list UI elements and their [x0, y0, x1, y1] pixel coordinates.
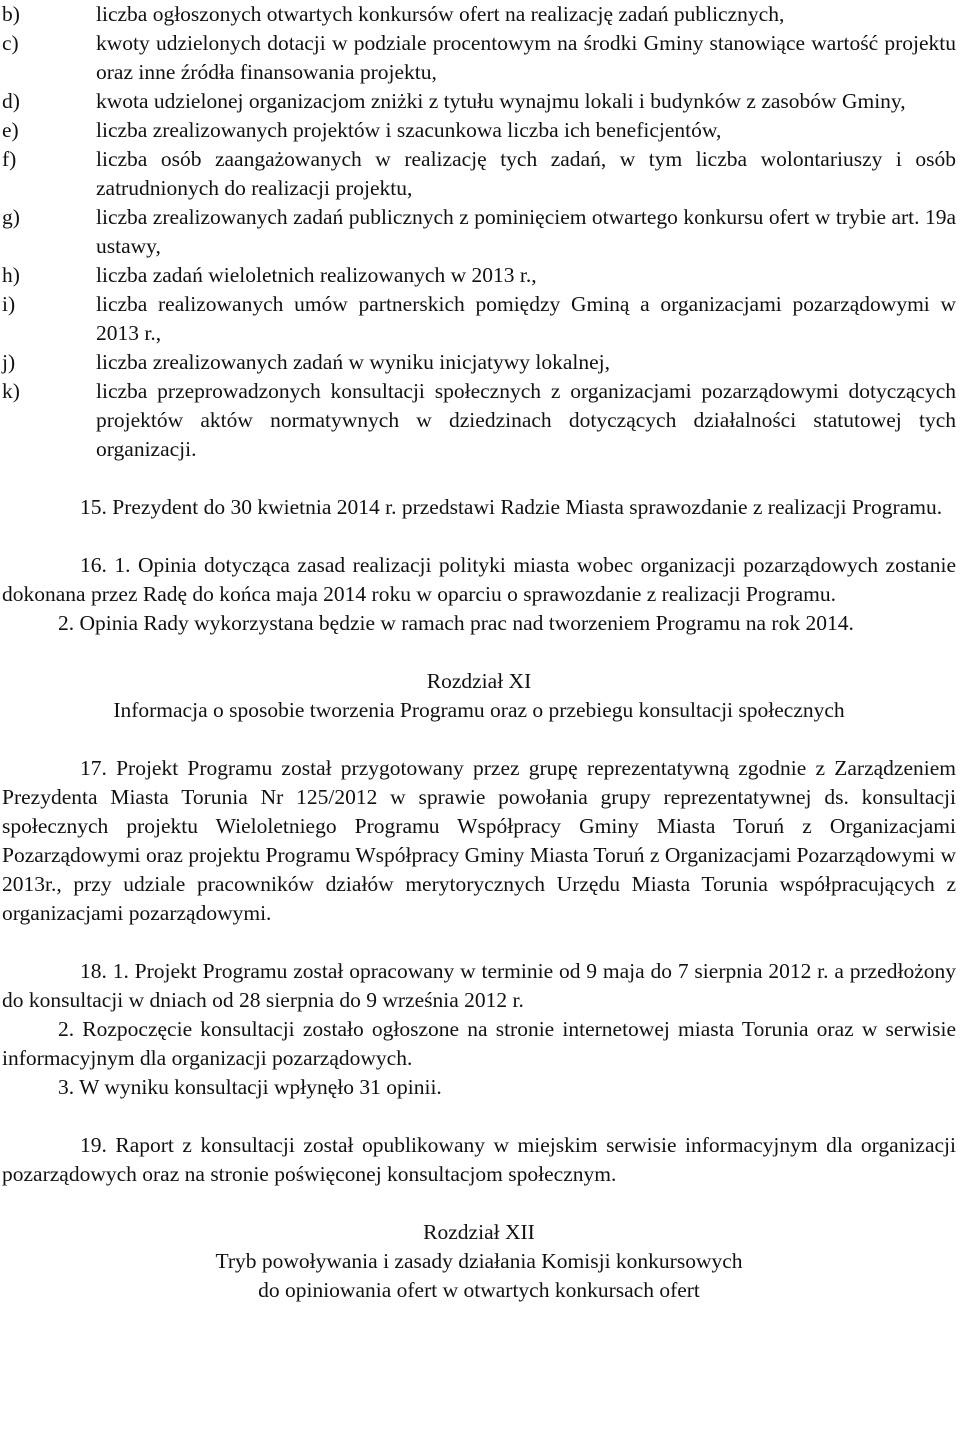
list-item: [2, 203, 956, 261]
spacer: [2, 522, 956, 551]
spacer: [2, 725, 956, 754]
list-marker: c): [2, 31, 19, 55]
paragraph-19: 19. Raport z konsultacji został opublikowany w miejskim serwisie informacyjnym dla organizacji pozarządowych oraz na stronie poświęconej konsultacjom społecznym.: [2, 1133, 956, 1186]
spacer: [2, 928, 956, 957]
list-item: [2, 290, 956, 348]
spacer: [2, 1189, 956, 1218]
list-item: [2, 87, 956, 116]
list-item-text: liczba zrealizowanych projektów i szacunkowa liczba ich beneficjentów,: [96, 118, 722, 142]
chapter-xii-title-line2: do opiniowania ofert w otwartych konkursach ofert: [258, 1278, 700, 1302]
list-item-text: kwota udzielonej organizacjom zniżki z tytułu wynajmu lokali i budynków z zasobów Gminy,: [96, 89, 906, 113]
list-marker: e): [2, 118, 19, 142]
list-item-text: liczba ogłoszonych otwartych konkursów ofert na realizację zadań publicznych,: [96, 2, 785, 26]
list-item-text: liczba zrealizowanych zadań w wyniku inicjatywy lokalnej,: [96, 350, 611, 374]
list-item: [2, 116, 956, 145]
paragraph-16-2: 2. Opinia Rady wykorzystana będzie w ramach prac nad tworzeniem Programu na rok 2014.: [58, 611, 854, 635]
paragraph-18-2: 2. Rozpoczęcie konsultacji zostało ogłoszone na stronie internetowej miasta Torunia oraz w serwisie informacyjnym dla organizacji pozarządowych.: [2, 1017, 956, 1070]
list-item-text: liczba realizowanych umów partnerskich pomiędzy Gminą a organizacjami pozarządowymi w 2013 r.,: [96, 292, 956, 345]
list-item: [2, 145, 956, 203]
list-item: [2, 377, 956, 464]
paragraph-15: 15. Prezydent do 30 kwietnia 2014 r. przedstawi Radzie Miasta sprawozdanie z realizacji Programu.: [80, 495, 943, 519]
list-marker: h): [2, 263, 20, 287]
list-item: [2, 348, 956, 377]
list-item-text: liczba zadań wieloletnich realizowanych w 2013 r.,: [96, 263, 537, 287]
list-marker: d): [2, 89, 20, 113]
chapter-xii-number: Rozdział XII: [423, 1220, 535, 1244]
list-marker: g): [2, 205, 20, 229]
list-item: [2, 29, 956, 87]
list-item-text: liczba przeprowadzonych konsultacji społecznych z organizacjami pozarządowymi dotyczących projektów aktów normatywnych w dziedzinach dotyczących działalności statutowej tych organizacji.: [96, 379, 956, 461]
list-item-text: liczba osób zaangażowanych w realizację tych zadań, w tym liczba wolontariuszy i osób zatrudnionych do realizacji projektu,: [96, 147, 956, 200]
paragraph-18-1: 18. 1. Projekt Programu został opracowany w terminie od 9 maja do 7 sierpnia 2012 r. a przedłożony do konsultacji w dniach od 28 sierpnia do 9 września 2012 r.: [2, 959, 956, 1012]
list-marker: f): [2, 147, 17, 171]
paragraph-18-3: 3. W wyniku konsultacji wpłynęło 31 opinii.: [58, 1075, 442, 1099]
chapter-xi-title: Informacja o sposobie tworzenia Programu oraz o przebiegu konsultacji społecznych: [113, 698, 845, 722]
list-item: [2, 0, 956, 29]
list-item: [2, 261, 956, 290]
list-item-text: kwoty udzielonych dotacji w podziale procentowym na środki Gminy stanowiące wartość projektu oraz inne źródła finansowania projektu,: [96, 31, 956, 84]
list-marker: j): [2, 350, 16, 374]
list-item-text: liczba zrealizowanych zadań publicznych z pominięciem otwartego konkursu ofert w trybie art. 19a ustawy,: [96, 205, 956, 258]
list-marker: k): [2, 379, 20, 403]
spacer: [2, 464, 956, 493]
reporting-criteria-list: [2, 0, 956, 464]
list-marker: b): [2, 2, 20, 26]
chapter-xii-title-line1: Tryb powoływania i zasady działania Komisji konkursowych: [215, 1249, 743, 1273]
list-marker: i): [2, 292, 16, 316]
spacer: [2, 638, 956, 667]
paragraph-17: 17. Projekt Programu został przygotowany przez grupę reprezentatywną zgodnie z Zarządzeniem Prezydenta Miasta Torunia Nr 125/2012 w sprawie powołania grupy reprezentatywnej ds. konsultacji społecznych projektu Wieloletniego Programu Współpracy Gminy Miasta Toruń z Organizacjami Pozarządowymi oraz projektu Programu Współpracy Gminy Miasta Toruń z Organizacjami Pozarządowymi w 2013r., przy udziale pracowników działów merytorycznych Urzędu Miasta Torunia współpracujących z organizacjami pozarządowymi.: [2, 756, 956, 925]
chapter-xi-number: Rozdział XI: [426, 669, 532, 693]
spacer: [2, 1102, 956, 1131]
paragraph-16-1: 16. 1. Opinia dotycząca zasad realizacji polityki miasta wobec organizacji pozarządowych zostanie dokonana przez Radę do końca maja 2014 roku w oparciu o sprawozdanie z realizacji Programu.: [2, 553, 956, 606]
